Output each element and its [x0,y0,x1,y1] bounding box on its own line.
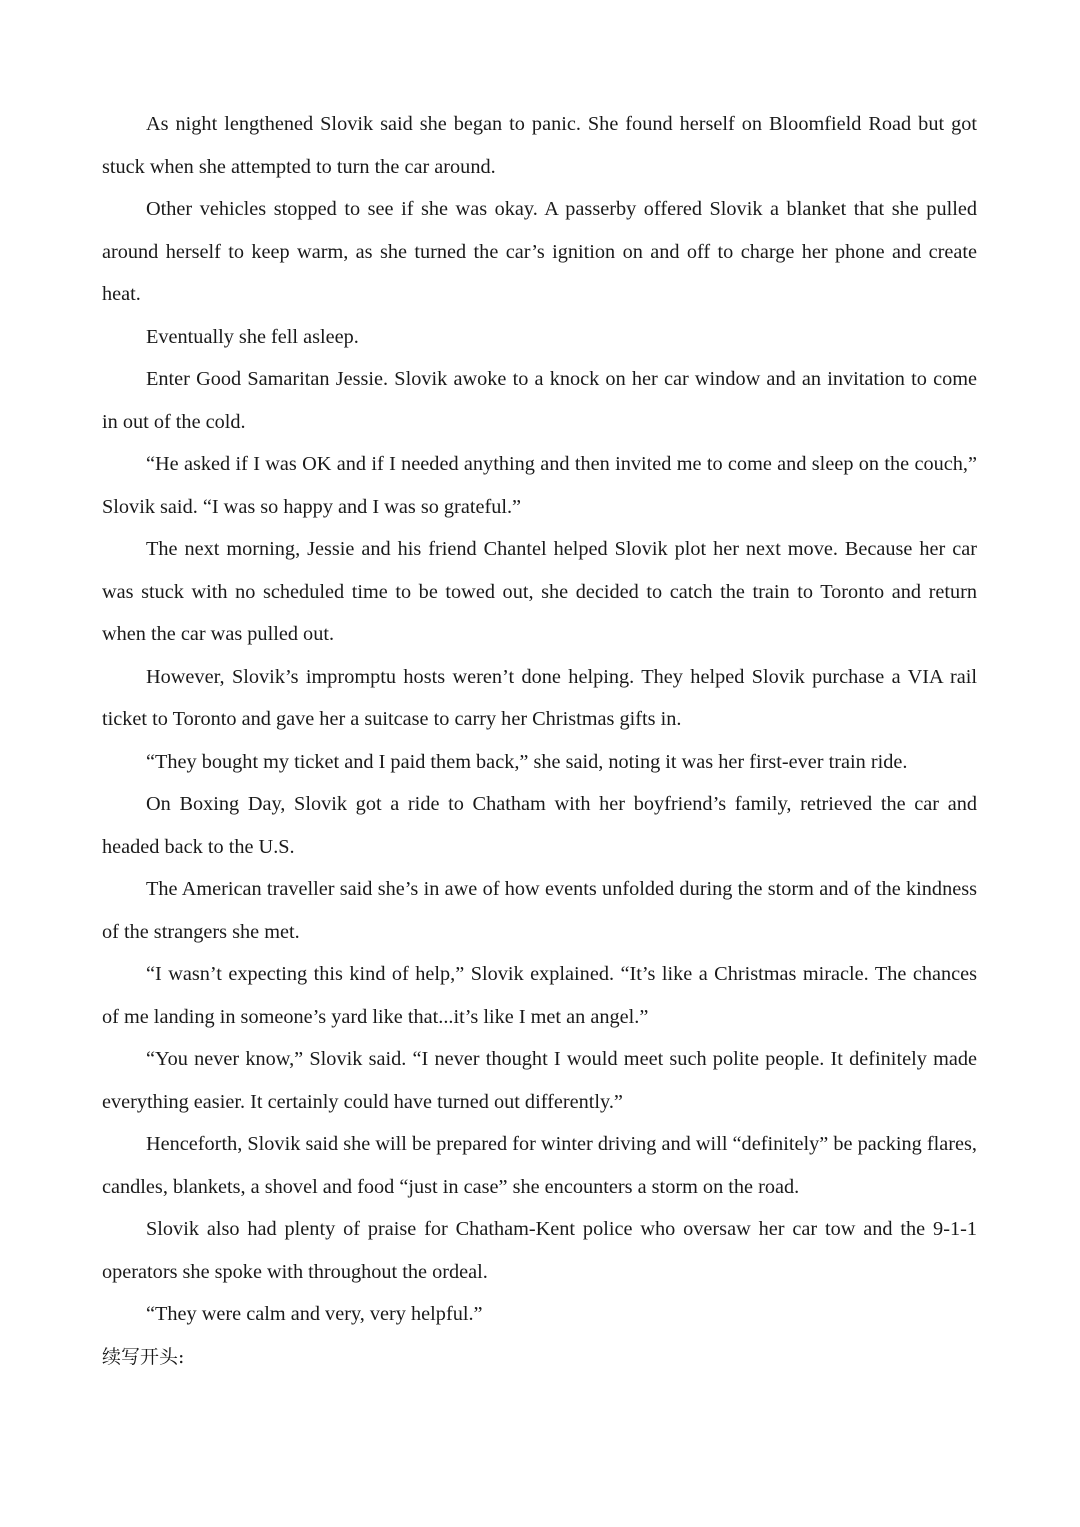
paragraph-13: Henceforth, Slovik said she will be prepared for winter driving and will “definitely” be packing flares, candles, blankets, a shovel and food “just in case” she encounters a storm on the road. [102,1133,977,1198]
paragraph-4: Enter Good Samaritan Jessie. Slovik awoke to a knock on her car window and an invitation to come in out of the cold. [102,368,977,433]
article-body [102,103,977,1378]
paragraph-7: However, Slovik’s impromptu hosts weren’t done helping. They helped Slovik purchase a VIA rail ticket to Toronto and gave her a suitcase to carry her Christmas gifts in. [102,665,977,730]
paragraph-14: Slovik also had plenty of praise for Chatham-Kent police who oversaw her car tow and the 9-1-1 operators she spoke with throughout the ordeal. [102,1218,977,1283]
paragraph-10: The American traveller said she’s in awe of how events unfolded during the storm and of the kindness of the strangers she met. [102,878,977,943]
paragraph-1: As night lengthened Slovik said she began to panic. She found herself on Bloomfield Road but got stuck when she attempted to turn the car around. [102,113,977,178]
paragraph-8: “They bought my ticket and I paid them back,” she said, noting it was her first-ever train ride. [146,750,908,773]
continue-writing-label: 续写开头: [102,1345,185,1368]
paragraph-12: “You never know,” Slovik said. “I never thought I would meet such polite people. It definitely made everything easier. It certainly could have turned out differently.” [102,1048,977,1113]
paragraph-15: “They were calm and very, very helpful.” [146,1303,483,1325]
paragraph-11: “I wasn’t expecting this kind of help,” Slovik explained. “It’s like a Christmas miracle. The chances of me landing in someone’s yard like that...it’s like I met an angel.” [102,963,977,1028]
paragraph-3: Eventually she fell asleep. [146,325,359,348]
paragraph-2: Other vehicles stopped to see if she was okay. A passerby offered Slovik a blanket that she pulled around herself to keep warm, as she turned the car’s ignition on and off to charge her phone and create heat. [102,198,977,305]
paragraph-5: “He asked if I was OK and if I needed anything and then invited me to come and sleep on the couch,” Slovik said. “I was so happy and I was so grateful.” [102,453,977,518]
paragraph-9: On Boxing Day, Slovik got a ride to Chatham with her boyfriend’s family, retrieved the car and headed back to the U.S. [102,793,977,858]
paragraph-6: The next morning, Jessie and his friend Chantel helped Slovik plot her next move. Because her car was stuck with no scheduled time to be towed out, she decided to catch the train to Toronto and return when the car was pulled out. [102,538,977,645]
